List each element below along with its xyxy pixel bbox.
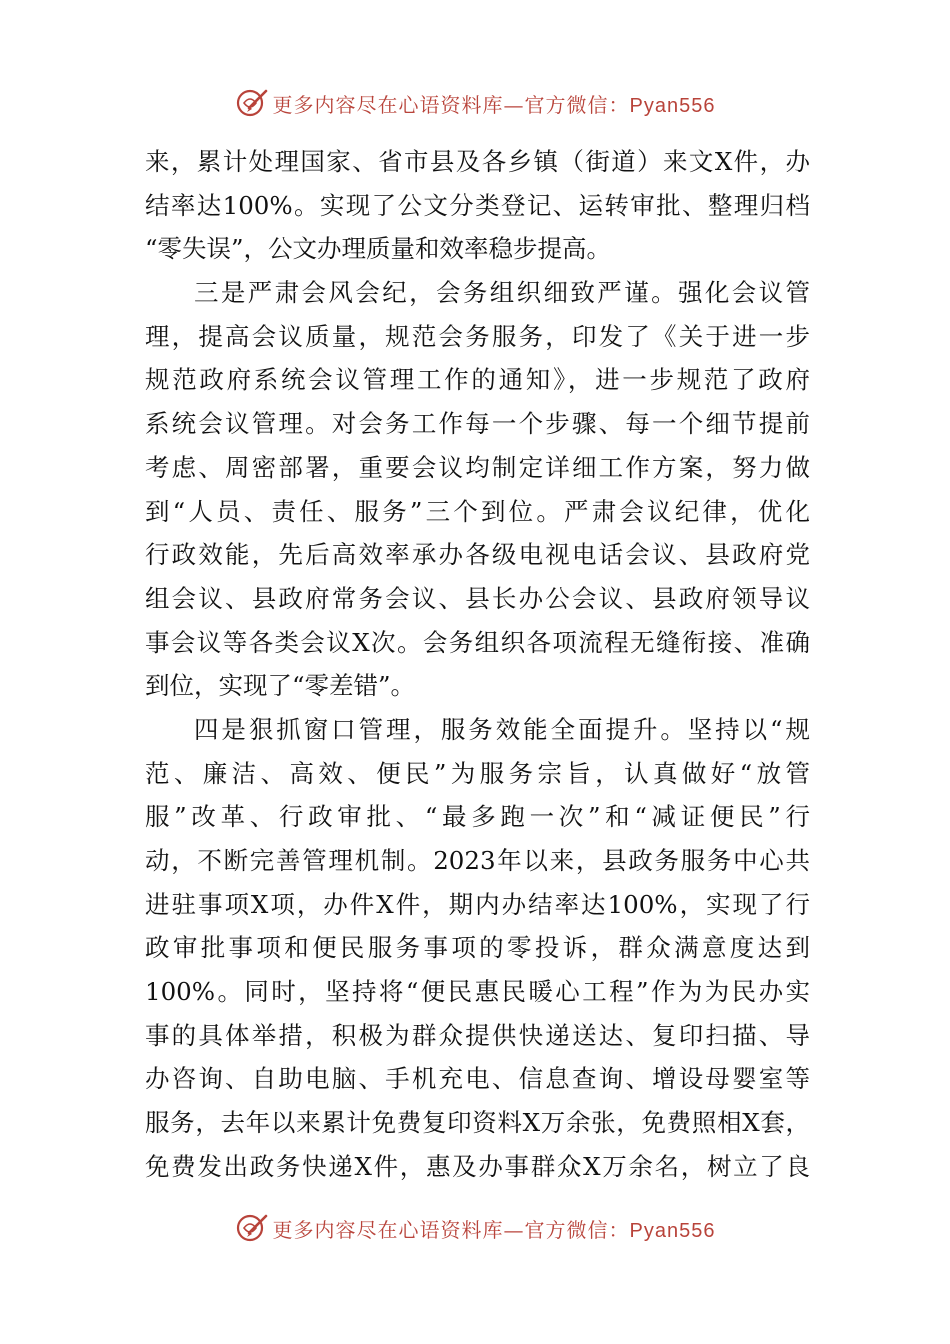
paragraph — [145, 271, 810, 708]
paragraph — [145, 708, 810, 1189]
watermark-text: 更多内容尽在心语资料库—官方微信：Pyan556 — [272, 92, 716, 117]
text-line: 办咨询、自助电脑、手机充电、信息查询、增设母婴室等 — [145, 1064, 810, 1094]
watermark-banner-bottom — [0, 1208, 950, 1248]
text-line: 规范政府系统会议管理工作的通知》，进一步规范了政府 — [145, 365, 810, 395]
text-line: 考虑、周密部署，重要会议均制定详细工作方案，努力做 — [145, 452, 810, 482]
paragraph — [145, 140, 810, 271]
text-line: 事的具体举措，积极为群众提供快递送达、复印扫描、导 — [145, 1020, 810, 1050]
document-body — [145, 140, 810, 1189]
text-line: 四是狠抓窗口管理，服务效能全面提升。坚持以“规 — [194, 714, 810, 744]
text-line: 到位，实现了“零差错”。 — [145, 671, 416, 701]
watermark-text: 更多内容尽在心语资料库—官方微信：Pyan556 — [272, 1217, 716, 1242]
text-line: 100%。同时，坚持将“便民惠民暖心工程”作为为民办实 — [145, 977, 810, 1007]
text-line: 服”改革、行政审批、“最多跑一次”和“减证便民”行 — [145, 802, 810, 832]
text-line: 到“人员、责任、服务”三个到位。严肃会议纪律，优化 — [145, 496, 810, 526]
text-line: 范、廉洁、高效、便民”为服务宗旨，认真做好“放管 — [145, 758, 810, 788]
text-line: 理，提高会议质量，规范会务服务，印发了《关于进一步 — [145, 321, 810, 351]
text-line: 服务，去年以来累计免费复印资料X万余张，免费照相X套， — [145, 1108, 810, 1138]
wechat-id: Pyan556 — [629, 94, 716, 117]
text-line: 组会议、县政府常务会议、县长办公会议、县政府领导议 — [145, 583, 810, 613]
text-line: 动，不断完善管理机制。2023年以来，县政务服务中心共 — [145, 846, 810, 875]
pen-logo-icon — [235, 86, 269, 120]
wechat-id: Pyan556 — [629, 1219, 716, 1242]
text-line: 事会议等各类会议X次。会务组织各项流程无缝衔接、准确 — [145, 627, 810, 657]
text-line: “零失误”，公文办理质量和效率稳步提高。 — [145, 234, 612, 264]
text-line: 结率达100%。实现了公文分类登记、运转审批、整理归档 — [145, 190, 810, 220]
text-line: 三是严肃会风会纪，会务组织细致严谨。强化会议管 — [194, 278, 810, 308]
text-line: 免费发出政务快递X件，惠及办事群众X万余名，树立了良 — [145, 1151, 810, 1181]
text-line: 来，累计处理国家、省市县及各乡镇（街道）来文X件，办 — [145, 147, 810, 176]
watermark-banner-top — [0, 83, 950, 123]
text-line: 系统会议管理。对会务工作每一个步骤、每一个细节提前 — [145, 409, 810, 439]
text-line: 进驻事项X项，办件X件，期内办结率达100%，实现了行 — [145, 889, 810, 919]
text-line: 行政效能，先后高效率承办各级电视电话会议、县政府党 — [145, 540, 810, 570]
text-line: 政审批事项和便民服务事项的零投诉，群众满意度达到 — [145, 933, 810, 963]
pen-logo-icon — [235, 1211, 269, 1245]
